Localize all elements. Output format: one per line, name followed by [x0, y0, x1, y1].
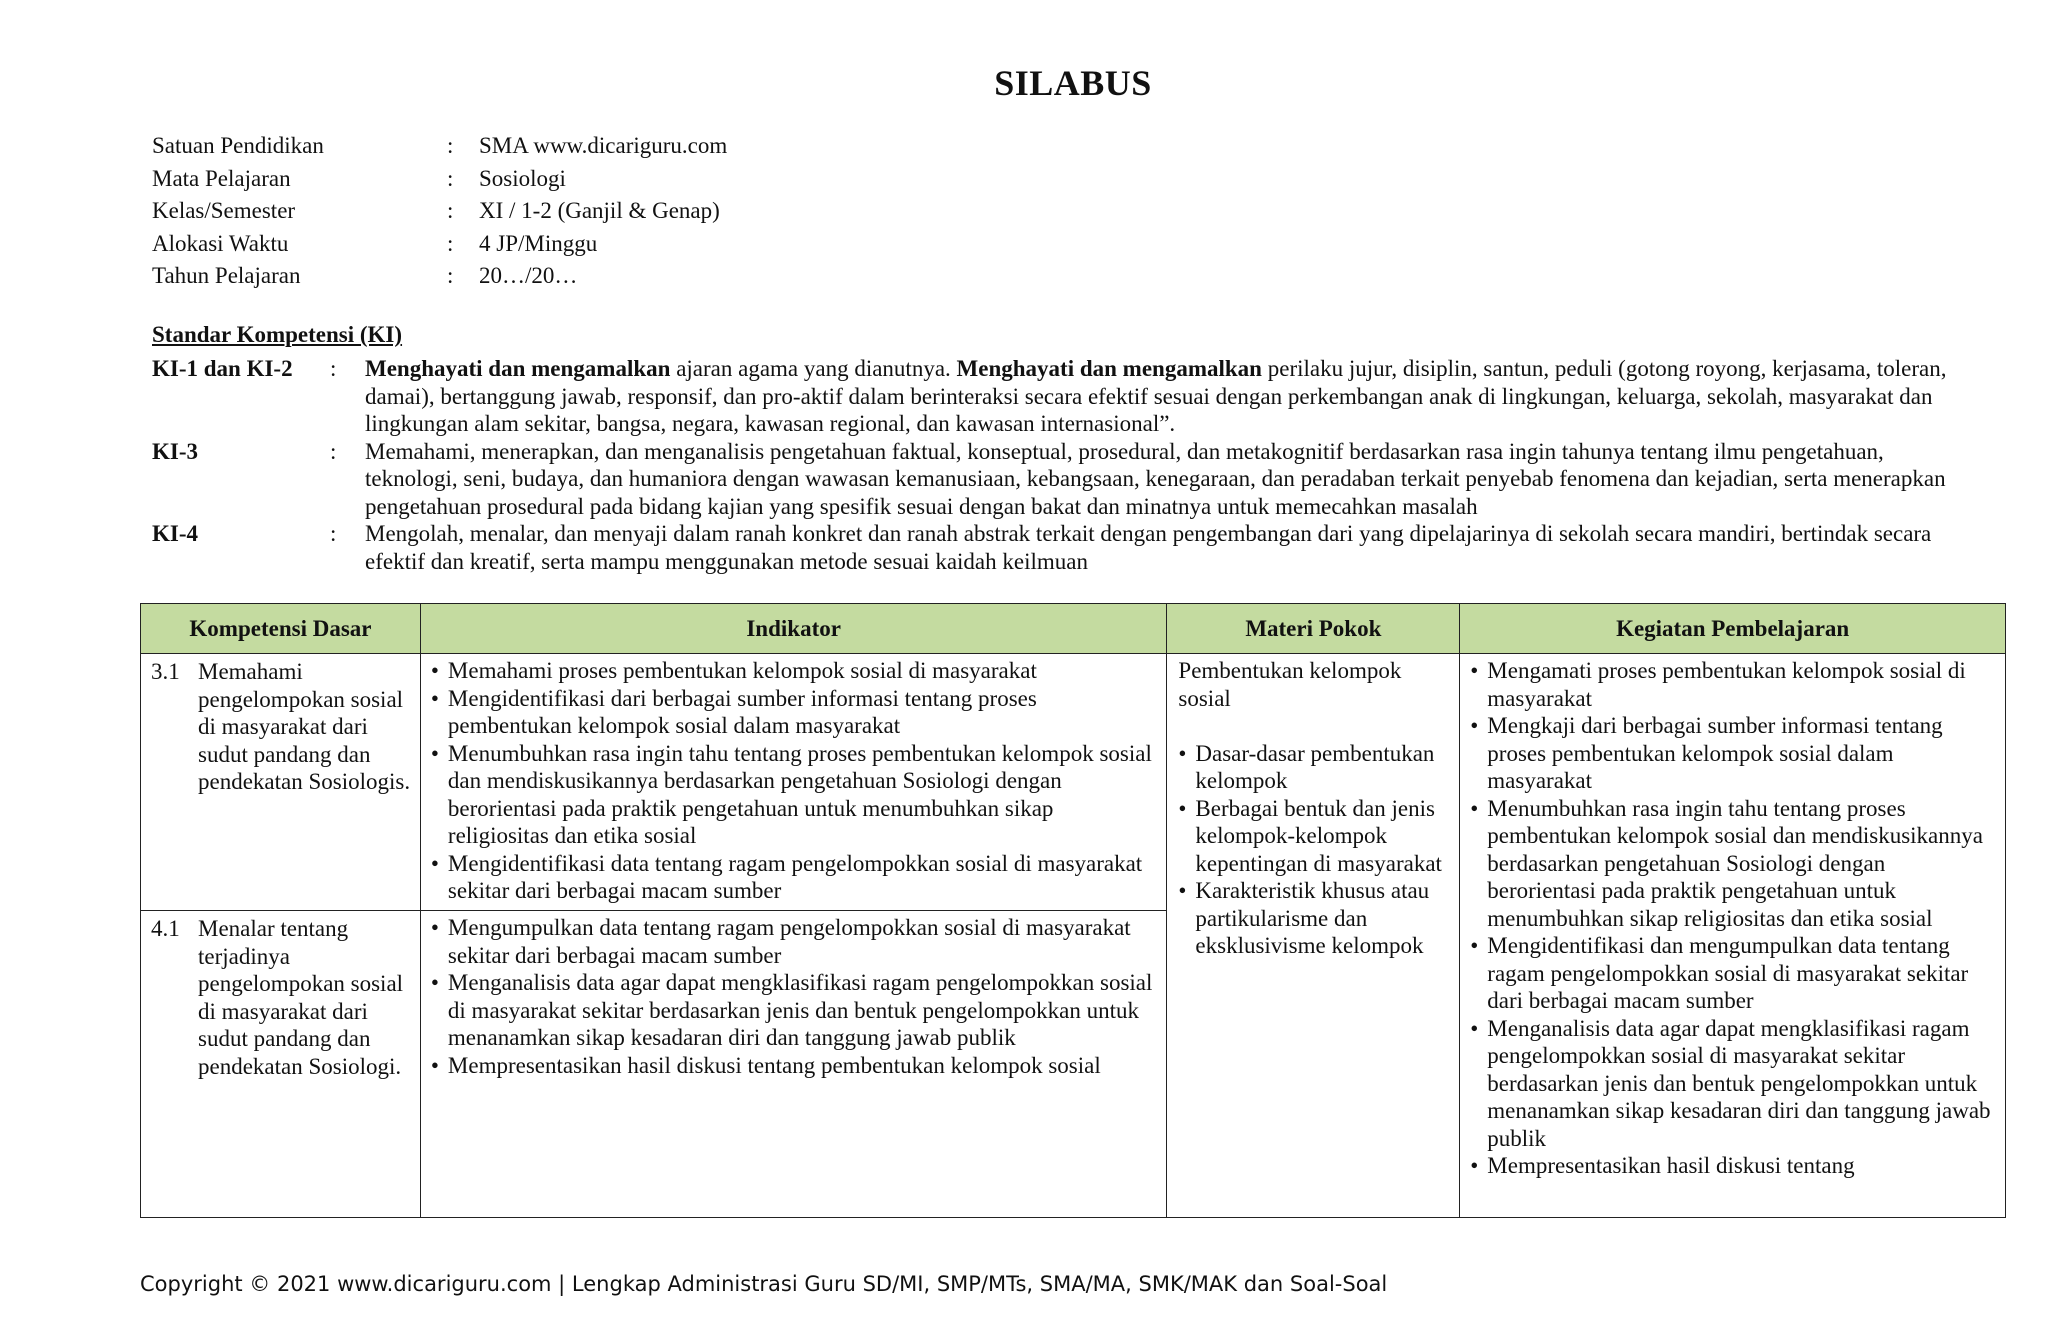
meta-label: Satuan Pendidikan — [152, 133, 324, 158]
meta-colon: : — [447, 230, 454, 256]
ki-row-3 — [152, 438, 1972, 521]
list-item: • Mengkaji dari berbagai sumber informasi tentang proses pembentukan kelompok sosial dalam masyarakat — [1470, 712, 1997, 795]
kd-cell — [141, 654, 421, 911]
ki-colon: : — [330, 521, 337, 546]
meta-label: Mata Pelajaran — [152, 165, 291, 191]
page-title: SILABUS — [994, 63, 1152, 103]
kd-number: 4.1 — [151, 916, 180, 941]
kd-cell — [141, 911, 421, 1218]
list-item: • Berbagai bentuk dan jenis kelompok-kelompok kepentingan di masyarakat — [1178, 795, 1451, 878]
meta-colon: : — [447, 198, 454, 223]
meta-label: Kelas/Semester — [152, 198, 296, 223]
header-kegiatan-pembelajaran: Kegiatan Pembelajaran — [1460, 604, 2006, 654]
identity-block — [152, 130, 727, 293]
list-item: • Memahami proses pembentukan kelompok sosial di masyarakat — [431, 657, 1158, 685]
ki-text-part: ajaran agama yang dianutnya. — [670, 356, 957, 381]
indikator-cell — [420, 911, 1166, 1218]
list-item: • Mengidentifikasi dan mengumpulkan data tentang ragam pengelompokkan sosial di masyarakat sekitar dari berbagai macam sumber — [1470, 932, 1997, 1015]
list-item: • Mempresentasikan hasil diskusi tentang pembentukan kelompok sosial — [431, 1052, 1158, 1080]
indikator-cell — [420, 654, 1166, 911]
meta-row-alokasi — [152, 228, 727, 261]
list-item: • Mengidentifikasi dari berbagai sumber informasi tentang proses pembentukan kelompok sosial dalam masyarakat — [431, 685, 1158, 740]
list-item: • Dasar-dasar pembentukan kelompok — [1178, 740, 1451, 795]
meta-colon: : — [447, 165, 454, 191]
ki-label: KI-3 — [152, 438, 198, 464]
kegiatan-cell — [1460, 654, 2006, 1218]
list-item: • Menumbuhkan rasa ingin tahu tentang proses pembentukan kelompok sosial dan mendiskusikannya berdasarkan pengetahuan Sosiologi dengan berorientasi pada praktik pengetahuan untuk menumbuhkan sikap religiositas dan etika sosial — [431, 740, 1158, 850]
meta-value: XI / 1-2 (Ganjil & Genap) — [479, 198, 720, 223]
ki-bold-phrase: Menghayati dan mengamalkan — [956, 356, 1262, 381]
meta-label: Alokasi Waktu — [152, 230, 289, 256]
ki-list — [152, 355, 1972, 575]
meta-row-kelas — [152, 195, 727, 228]
list-item: • Mengidentifikasi data tentang ragam pengelompokkan sosial di masyarakat sekitar dari berbagai macam sumber — [431, 850, 1158, 905]
ki-colon: : — [330, 438, 337, 464]
footer-copyright: Copyright © 2021 www.dicariguru.com | Lengkap Administrasi Guru SD/MI, SMP/MTs, SMA/MA, SMK/MAK dan Soal-Soal — [140, 1272, 1388, 1296]
ki-text-part: perilaku jujur, disiplin, santun, peduli (gotong royong, kerjasama, toleran, damai), bertanggung jawab, responsif, dan pro-aktif dalam berinteraksi secara efektif sesuai dengan perkembangan anak di lingkungan, keluarga, sekolah, masyarakat dan lingkungan alam sekitar, bangsa, negara, kawasan regional, dan kawasan internasional”. — [365, 356, 1947, 436]
meta-value: SMA www.dicariguru.com — [479, 133, 728, 158]
ki-label: KI-4 — [152, 521, 198, 546]
ki-text: Mengolah, menalar, dan menyaji dalam ranah konkret dan ranah abstrak terkait dengan pengembangan dari yang dipelajarinya di sekolah secara mandiri, bertindak secara efektif dan kreatif, serta mampu menggunakan metode sesuai kaidah keilmuan — [365, 521, 1932, 574]
ki-colon: : — [330, 356, 337, 381]
materi-intro: Pembentukan kelompok sosial — [1178, 658, 1402, 711]
meta-colon: : — [447, 263, 454, 288]
list-item: • Menganalisis data agar dapat mengklasifikasi ragam pengelompokkan sosial di masyarakat sekitar berdasarkan jenis dan bentuk pengelompokkan untuk menanamkan sikap kesadaran diri dan tanggung jawab publik — [1470, 1015, 1997, 1153]
list-item: • Mengamati proses pembentukan kelompok sosial di masyarakat — [1470, 657, 1997, 712]
ki-row-1-2 — [152, 355, 1972, 438]
list-item: • Mengumpulkan data tentang ragam pengelompokkan sosial di masyarakat sekitar dari berbagai macam sumber — [431, 914, 1158, 969]
list-item: • Menganalisis data agar dapat mengklasifikasi ragam pengelompokkan sosial di masyarakat sekitar berdasarkan jenis dan bentuk pengelompokkan untuk menanamkan sikap kesadaran diri dan tanggung jawab publik — [431, 969, 1158, 1052]
kd-text: Memahami pengelompokan sosial di masyarakat dari sudut pandang dan pendekatan Sosiologis. — [198, 659, 411, 794]
ki-label: KI-1 dan KI-2 — [152, 356, 293, 381]
kd-text: Menalar tentang terjadinya pengelompokan sosial di masyarakat dari sudut pandang dan pendekatan Sosiologi. — [198, 916, 404, 1079]
meta-row-mapel — [152, 163, 727, 196]
table-row — [141, 654, 2006, 911]
meta-value: 20…/20… — [479, 263, 578, 288]
ki-text: Memahami, menerapkan, dan menganalisis pengetahuan faktual, konseptual, prosedural, dan metakognitif berdasarkan rasa ingin tahunya tentang ilmu pengetahuan, teknologi, seni, budaya, dan humaniora dengan wawasan kemanusiaan, kebangsaan, kenegaraan, dan peradaban terkait penyebab fenomena dan kejadian, serta menerapkan pengetahuan prosedural pada bidang kajian yang spesifik sesuai dengan bakat dan minatnya untuk memecahkan masalah — [365, 438, 1946, 519]
ki-row-4 — [152, 520, 1972, 575]
meta-row-tahun — [152, 260, 727, 293]
meta-row-satuan — [152, 130, 727, 163]
meta-value: Sosiologi — [479, 165, 566, 191]
header-materi-pokok: Materi Pokok — [1167, 604, 1460, 654]
meta-label: Tahun Pelajaran — [152, 263, 301, 288]
meta-value: 4 JP/Minggu — [479, 230, 598, 256]
silabus-table — [140, 603, 2006, 1218]
ki-heading: Standar Kompetensi (KI) — [152, 322, 403, 347]
kd-number: 3.1 — [151, 659, 180, 684]
list-item: • Mempresentasikan hasil diskusi tentang — [1470, 1152, 1997, 1180]
table-header-row — [141, 604, 2006, 654]
list-item: • Karakteristik khusus atau partikularisme dan eksklusivisme kelompok — [1178, 877, 1451, 960]
ki-bold-phrase: Menghayati dan mengamalkan — [365, 356, 671, 381]
meta-colon: : — [447, 133, 454, 158]
header-indikator: Indikator — [420, 604, 1166, 654]
materi-cell — [1167, 654, 1460, 1218]
list-item: • Menumbuhkan rasa ingin tahu tentang proses pembentukan kelompok sosial dan mendiskusikannya berdasarkan pengetahuan Sosiologi dengan berorientasi pada praktik pengetahuan untuk menumbuhkan sikap religiositas dan etika sosial — [1470, 795, 1997, 933]
ki-text — [365, 355, 1972, 438]
header-kompetensi-dasar: Kompetensi Dasar — [141, 604, 421, 654]
